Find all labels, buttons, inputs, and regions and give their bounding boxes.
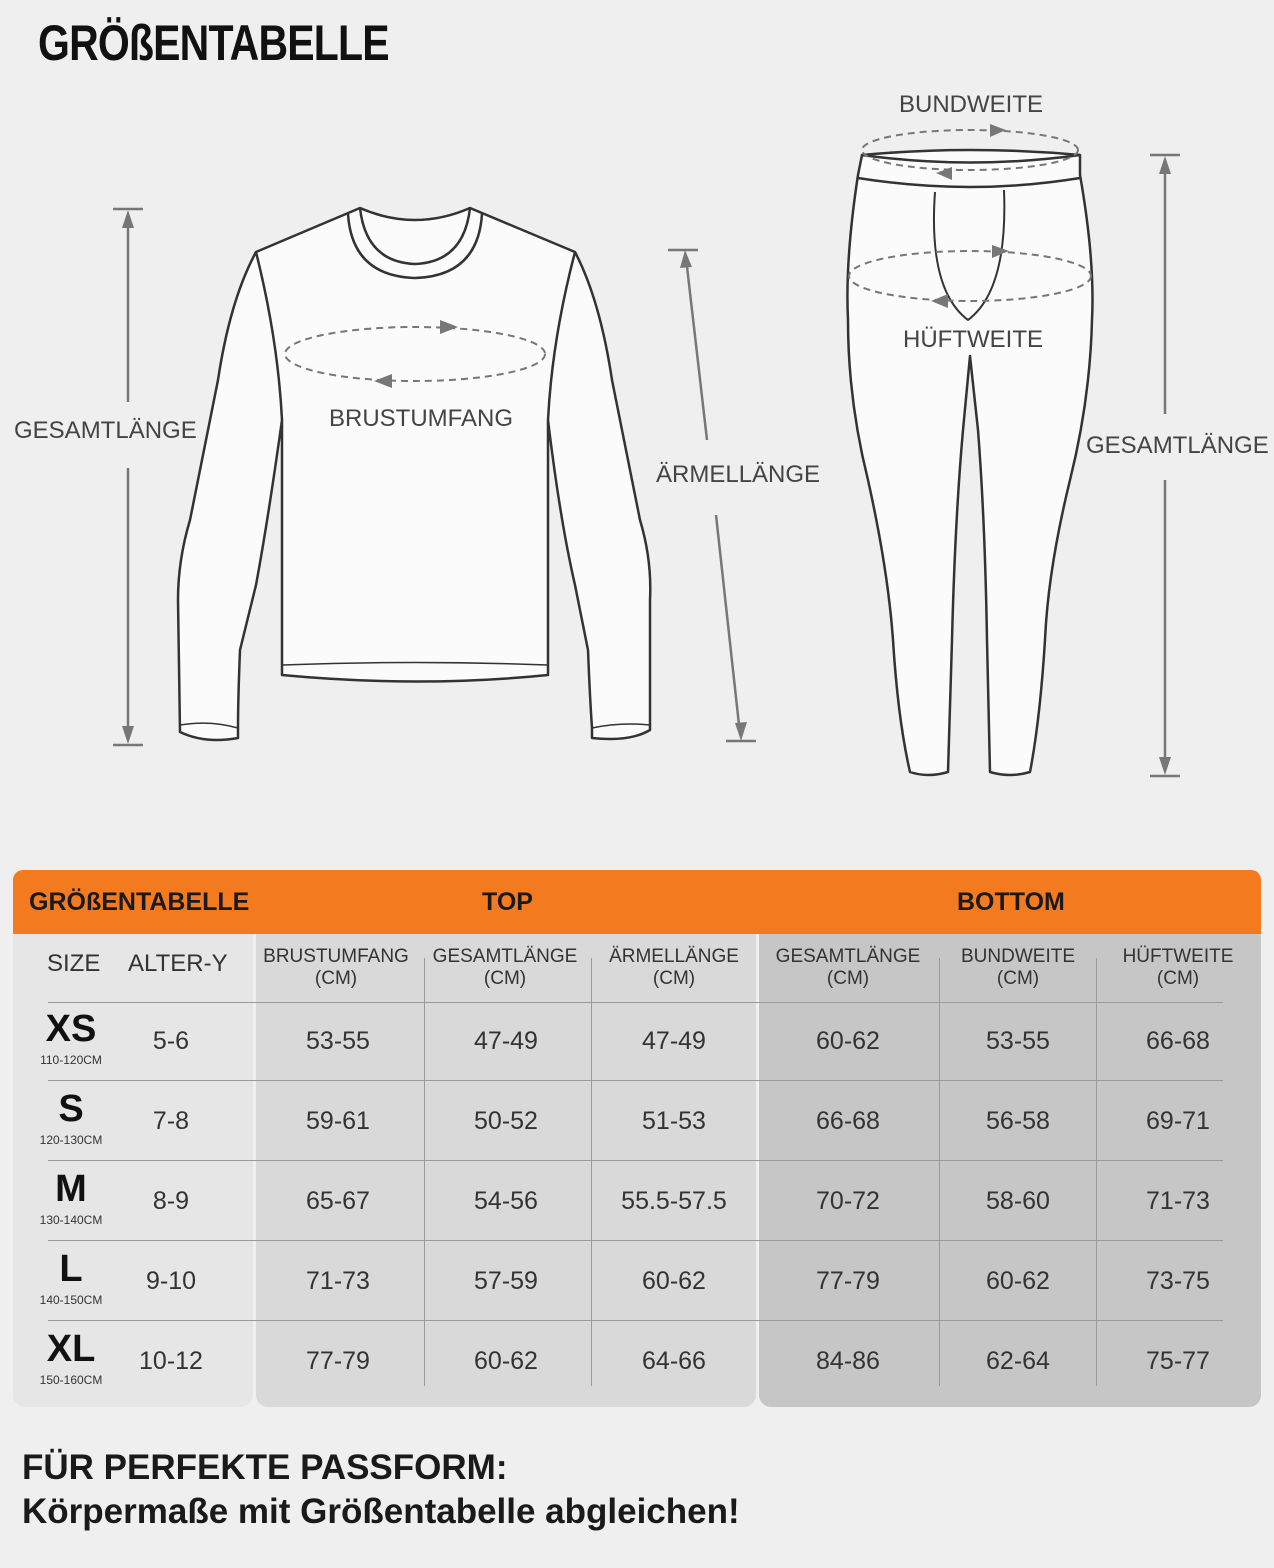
cell-top-sleeve: 51-53 <box>642 1107 706 1135</box>
col-header-bottom-waist: BUNDWEITE (CM) <box>961 946 1075 989</box>
row-age: 8-9 <box>152 1187 190 1215</box>
cell-top-chest: 59-61 <box>306 1107 370 1135</box>
cell-bottom-hip: 73-75 <box>1146 1267 1210 1295</box>
row-size: M <box>55 1168 87 1210</box>
row-divider <box>48 1002 1223 1003</box>
footer-heading: FÜR PERFEKTE PASSFORM: <box>22 1448 508 1487</box>
cell-top-length: 60-62 <box>474 1347 538 1375</box>
row-age: 10-12 <box>139 1347 203 1375</box>
cell-bottom-length: 84-86 <box>816 1347 880 1375</box>
row-size: S <box>58 1088 84 1130</box>
col-header-top-length: GESAMTLÄNGE (CM) <box>432 946 578 989</box>
row-age: 9-10 <box>145 1267 197 1295</box>
bottom-panel <box>759 934 1261 1407</box>
cell-top-length: 47-49 <box>474 1027 538 1055</box>
cell-bottom-length: 60-62 <box>816 1027 880 1055</box>
cell-top-chest: 71-73 <box>306 1267 370 1295</box>
top-length-label: GESAMTLÄNGE <box>14 417 197 444</box>
row-height: 140-150CM <box>39 1293 103 1307</box>
cell-top-chest: 65-67 <box>306 1187 370 1215</box>
sleeve-measure <box>668 250 756 741</box>
row-size: XS <box>45 1008 97 1050</box>
cell-bottom-waist: 53-55 <box>986 1027 1050 1055</box>
col-header-age: ALTER-Y <box>128 950 228 977</box>
cell-top-chest: 77-79 <box>306 1347 370 1375</box>
row-height: 150-160CM <box>39 1373 103 1387</box>
top-length-measure <box>113 209 143 745</box>
sleeve-label: ÄRMELLÄNGE <box>656 461 821 488</box>
cell-bottom-length: 70-72 <box>816 1187 880 1215</box>
cell-bottom-waist: 60-62 <box>986 1267 1050 1295</box>
bottom-length-measure <box>1150 155 1180 776</box>
row-divider <box>48 1080 1223 1081</box>
pants-illustration <box>847 150 1092 775</box>
row-height: 120-130CM <box>39 1133 103 1147</box>
row-size: XL <box>46 1328 96 1370</box>
cell-top-length: 54-56 <box>474 1187 538 1215</box>
cell-bottom-hip: 69-71 <box>1146 1107 1210 1135</box>
col-divider <box>591 958 592 1386</box>
cell-bottom-hip: 66-68 <box>1146 1027 1210 1055</box>
cell-top-length: 57-59 <box>474 1267 538 1295</box>
cell-top-sleeve: 47-49 <box>642 1027 706 1055</box>
row-divider <box>48 1240 1223 1241</box>
shirt-illustration <box>178 208 650 740</box>
cell-top-sleeve: 55.5-57.5 <box>621 1187 727 1215</box>
cell-top-sleeve: 60-62 <box>642 1267 706 1295</box>
cell-bottom-waist: 62-64 <box>986 1347 1050 1375</box>
cell-bottom-waist: 58-60 <box>986 1187 1050 1215</box>
table-header-top: TOP <box>482 888 533 916</box>
col-divider <box>424 958 425 1386</box>
cell-top-sleeve: 64-66 <box>642 1347 706 1375</box>
col-header-bottom-length: GESAMTLÄNGE (CM) <box>775 946 921 989</box>
col-divider <box>939 958 940 1386</box>
col-header-top-chest: BRUSTUMFANG (CM) <box>263 946 409 989</box>
bottom-length-label: GESAMTLÄNGE <box>1086 432 1269 459</box>
table-header-bar <box>13 870 1261 934</box>
cell-top-length: 50-52 <box>474 1107 538 1135</box>
col-header-bottom-hip: HÜFTWEITE (CM) <box>1122 946 1234 989</box>
chest-label: BRUSTUMFANG <box>329 405 514 432</box>
size-table <box>13 870 1261 1407</box>
cell-bottom-length: 66-68 <box>816 1107 880 1135</box>
cell-top-chest: 53-55 <box>306 1027 370 1055</box>
col-header-top-sleeve: ÄRMELLÄNGE (CM) <box>609 946 739 989</box>
cell-bottom-hip: 75-77 <box>1146 1347 1210 1375</box>
table-header-title: GRÖßENTABELLE <box>29 888 250 916</box>
cell-bottom-length: 77-79 <box>816 1267 880 1295</box>
table-header-bottom: BOTTOM <box>957 888 1065 916</box>
top-panel <box>256 934 756 1407</box>
row-divider <box>48 1160 1223 1161</box>
row-age: 5-6 <box>152 1027 190 1055</box>
col-header-size: SIZE <box>47 950 101 977</box>
row-size: L <box>59 1248 83 1290</box>
footer-text: Körpermaße mit Größentabelle abgleichen! <box>22 1492 740 1531</box>
waist-label: BUNDWEITE <box>899 91 1043 118</box>
cell-bottom-waist: 56-58 <box>986 1107 1050 1135</box>
page-title: GRÖßENTABELLE <box>38 15 389 71</box>
row-height: 130-140CM <box>39 1213 103 1227</box>
cell-bottom-hip: 71-73 <box>1146 1187 1210 1215</box>
hip-label: HÜFTWEITE <box>903 326 1043 353</box>
row-height: 110-120CM <box>40 1053 102 1067</box>
row-divider <box>48 1320 1223 1321</box>
row-age: 7-8 <box>152 1107 190 1135</box>
col-divider <box>1096 958 1097 1386</box>
